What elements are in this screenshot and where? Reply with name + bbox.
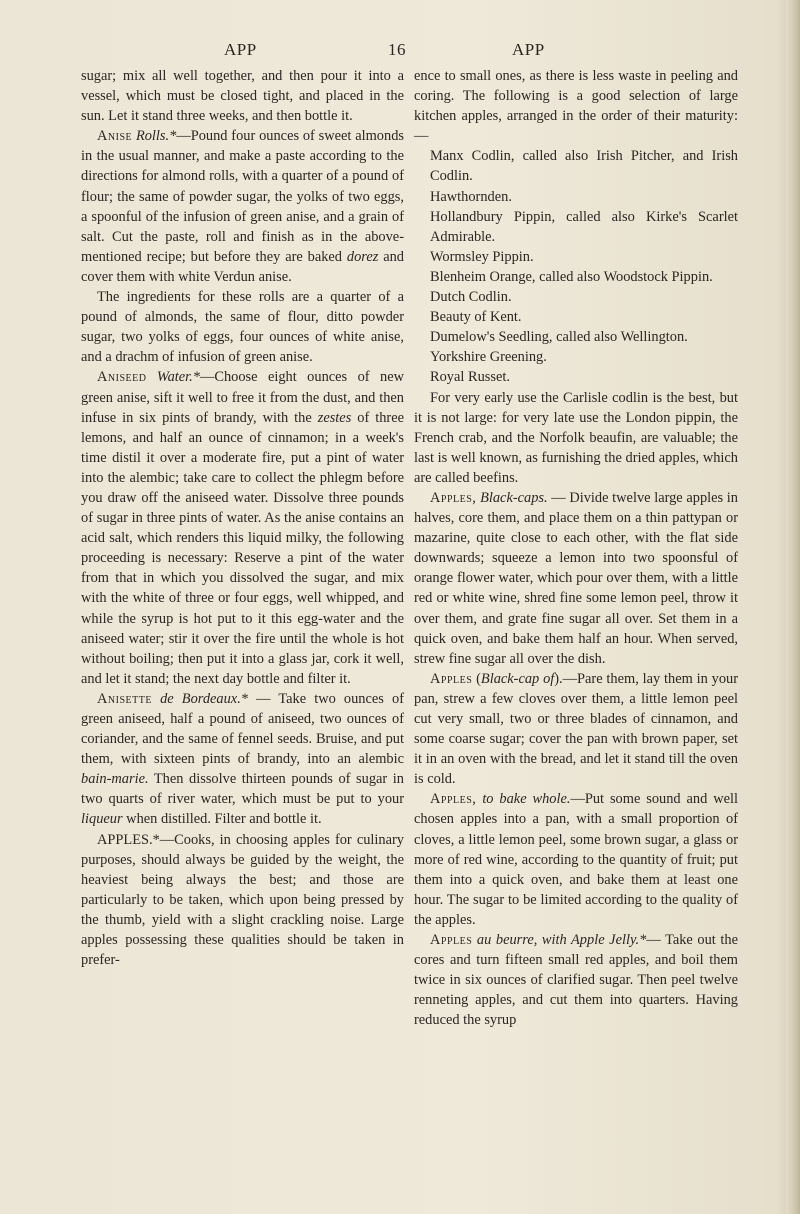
italic-run: to bake whole. (482, 791, 571, 808)
text-run: —Put some sound and well chosen apples into a pan, with a small proportion of cloves, a little lemon peel, some brown sugar, a glass or more of red wine, according to the quantity of fruit; put them into a quick oven, and bake them at least one hour. The sugar to be limited according to the quality of the apples. (414, 791, 738, 928)
text-run: Royal Russet. (430, 369, 510, 386)
entry-heading: Aniseed (97, 369, 147, 386)
italic-run: dorez (346, 248, 379, 265)
text-run: ence to small ones, as there is less waste in peeling and coring. The following is a good selection of large kitchen apples, arranged in the order of their maturity:— (414, 68, 738, 145)
text-run: ( (472, 670, 481, 687)
paragraph (414, 66, 738, 146)
paragraph (414, 388, 738, 488)
variety-list-item (414, 247, 738, 267)
text-run: The ingredients for these rolls are a quarter of a pound of almonds, the same of flour, ditto powder sugar, two yolks of eggs, four ounces of white anise, and a drachm of infusion of green anise. (81, 289, 404, 366)
paragraph (414, 669, 738, 790)
text-run: ).—Pare them, lay them in your pan, strew a few cloves over them, a little lemon peel cut very small, two or three blades of cinnamon, and some coarse sugar; cover the pan with brown paper, set it in an oven with the bread, and let it stand till the oven is cold. (414, 670, 739, 788)
entry-heading: Apples, (430, 791, 477, 808)
text-run: sugar; mix all well together, and then pour it into a vessel, which must be closed tight, and placed in the sun. Let it stand three weeks, and then bottle it. (81, 68, 404, 125)
text-run (146, 369, 156, 385)
variety-list-item (414, 267, 738, 287)
text-run: Hawthornden. (430, 188, 512, 205)
entry-heading: Apples (430, 670, 473, 687)
text-run: Then dissolve thirteen pounds of sugar in two quarts of river water, which must be put to your (81, 771, 404, 808)
text-run: Beauty of Kent. (430, 309, 522, 326)
entry-heading: Anisette (97, 690, 152, 707)
italic-run: Black-caps. (480, 489, 548, 506)
text-run: Hollandbury Pippin, called also Kirke's Scarlet Admirable. (430, 208, 738, 245)
variety-list-item (414, 307, 738, 327)
text-run: — Take two ounces of green aniseed, half a pound of aniseed, two ounces of coriander, and the same of fennel seeds. Bruise, and put them, with sixteen pints of brandy, into an alembic (81, 690, 404, 768)
entry-heading: Anise (97, 128, 133, 145)
variety-list-item (414, 347, 738, 367)
text-run: —Pound four ounces of sweet almonds in the usual manner, and make a paste according to the directions for almond rolls, with a quarter of a pound of flour; the same of powder sugar, the yolks of two eggs, a spoonful of the infusion of green anise, and a grain of salt. Cut the paste, roll and finish as in the above-mentioned recipe; but before they are baked (81, 128, 404, 265)
left-text-column (81, 66, 404, 970)
text-run: — Take out the cores and turn fifteen small red apples, and boil them twice in six ounces of clarified sugar. Then peel twelve renneting apples, and cut them into quarters. Having reduced the syrup (414, 932, 738, 1029)
variety-list-item (414, 146, 738, 186)
paragraph (81, 689, 404, 830)
running-header (0, 30, 800, 64)
text-run (152, 691, 160, 707)
text-run: Dumelow's Seedling, called also Wellington. (430, 329, 688, 346)
paragraph (414, 789, 738, 930)
header-right-word: APP (512, 40, 545, 59)
italic-run: au beurre, with Apple Jelly.* (476, 932, 647, 949)
text-run: Dutch Codlin. (430, 289, 512, 306)
text-run: of three lemons, and half an ounce of cinnamon; in a week's time distil it over a moderate fire, put a pint of water into the alembic; take care to collect the phlegm before you draw off the aniseed water. Dissolve three pounds of sugar in three pints of water. As the anise contains an acid salt, which renders this liquid milky, the following proceeding is necessary: Reserve a pint of the water from that in which you dissolved the sugar, and mix with the white of three or four eggs, well whipped, and while the syrup is hot put to it this egg-water and the aniseed water; stir it over the fire until the whole is hot without boiling; then put it into a glass jar, cork it well, and let it stand; the next day bottle and filter it. (81, 409, 404, 687)
page-edge-shadow (786, 0, 800, 1214)
variety-list-item (414, 207, 738, 247)
variety-list-item (414, 187, 738, 207)
text-run: For very early use the Carlisle codlin is the best, but it is not large: for very late use the London pippin, the French crab, and the Norfolk beaufin, are valuable; the last is well known, as furnishing the dried apples, which are called beefins. (414, 389, 738, 486)
italic-run: Water.* (156, 369, 200, 386)
italic-run: liqueur (81, 811, 123, 828)
header-left-word: APP (224, 40, 257, 59)
paragraph (81, 66, 404, 126)
variety-list-item (414, 287, 738, 307)
text-run: APPLES.*—Cooks, in choosing apples for culinary purposes, should always be guided by the weight, the heaviest being always the best; and those are particularly to be taken, which upon being pressed by the thumb, yield with a slight crackling noise. Large apples possessing these qualities should be taken in prefer- (81, 831, 404, 969)
text-run: and cover them with white Verdun anise. (81, 248, 404, 285)
paragraph (414, 930, 738, 1030)
text-run: Blenheim Orange, called also Woodstock Pippin. (430, 268, 713, 285)
paragraph (414, 488, 738, 669)
text-run: — Divide twelve large apples in halves, core them, and place them on a thin pattypan or mazarine, quite close to each other, with the flat side downwards; squeeze a lemon into two spoonsful of orange flower water, which pour over them, with a little red or white wine, shred fine some lemon peel, throw it over them, and grate fine sugar all over. Set them in a quick oven, and bake them half an hour. When served, strew fine sugar all over the dish. (414, 489, 738, 667)
italic-run: zestes (317, 409, 352, 426)
entry-heading: Apples, (430, 489, 477, 506)
italic-run: Rolls.* (135, 128, 177, 145)
right-text-column (414, 66, 738, 1031)
paragraph (81, 126, 404, 287)
paragraph (81, 287, 404, 367)
text-run: —Choose eight ounces of new green anise, sift it well to free it from the dust, and then infuse in six pints of brandy, with the (81, 369, 404, 426)
text-run: when distilled. Filter and bottle it. (122, 811, 322, 828)
italic-run: Black-cap of (480, 670, 555, 687)
entry-heading: Apples (430, 932, 473, 949)
variety-list-item (414, 327, 738, 347)
text-run: Wormsley Pippin. (430, 248, 534, 265)
italic-run: bain-marie. (81, 771, 149, 788)
paragraph (81, 830, 404, 971)
variety-list-item (414, 367, 738, 387)
paragraph (81, 367, 404, 689)
page-number: 16 (388, 40, 406, 59)
text-run: Manx Codlin, called also Irish Pitcher, and Irish Codlin. (430, 148, 738, 185)
italic-run: de Bordeaux.* (160, 690, 248, 707)
text-run: Yorkshire Greening. (430, 349, 547, 366)
